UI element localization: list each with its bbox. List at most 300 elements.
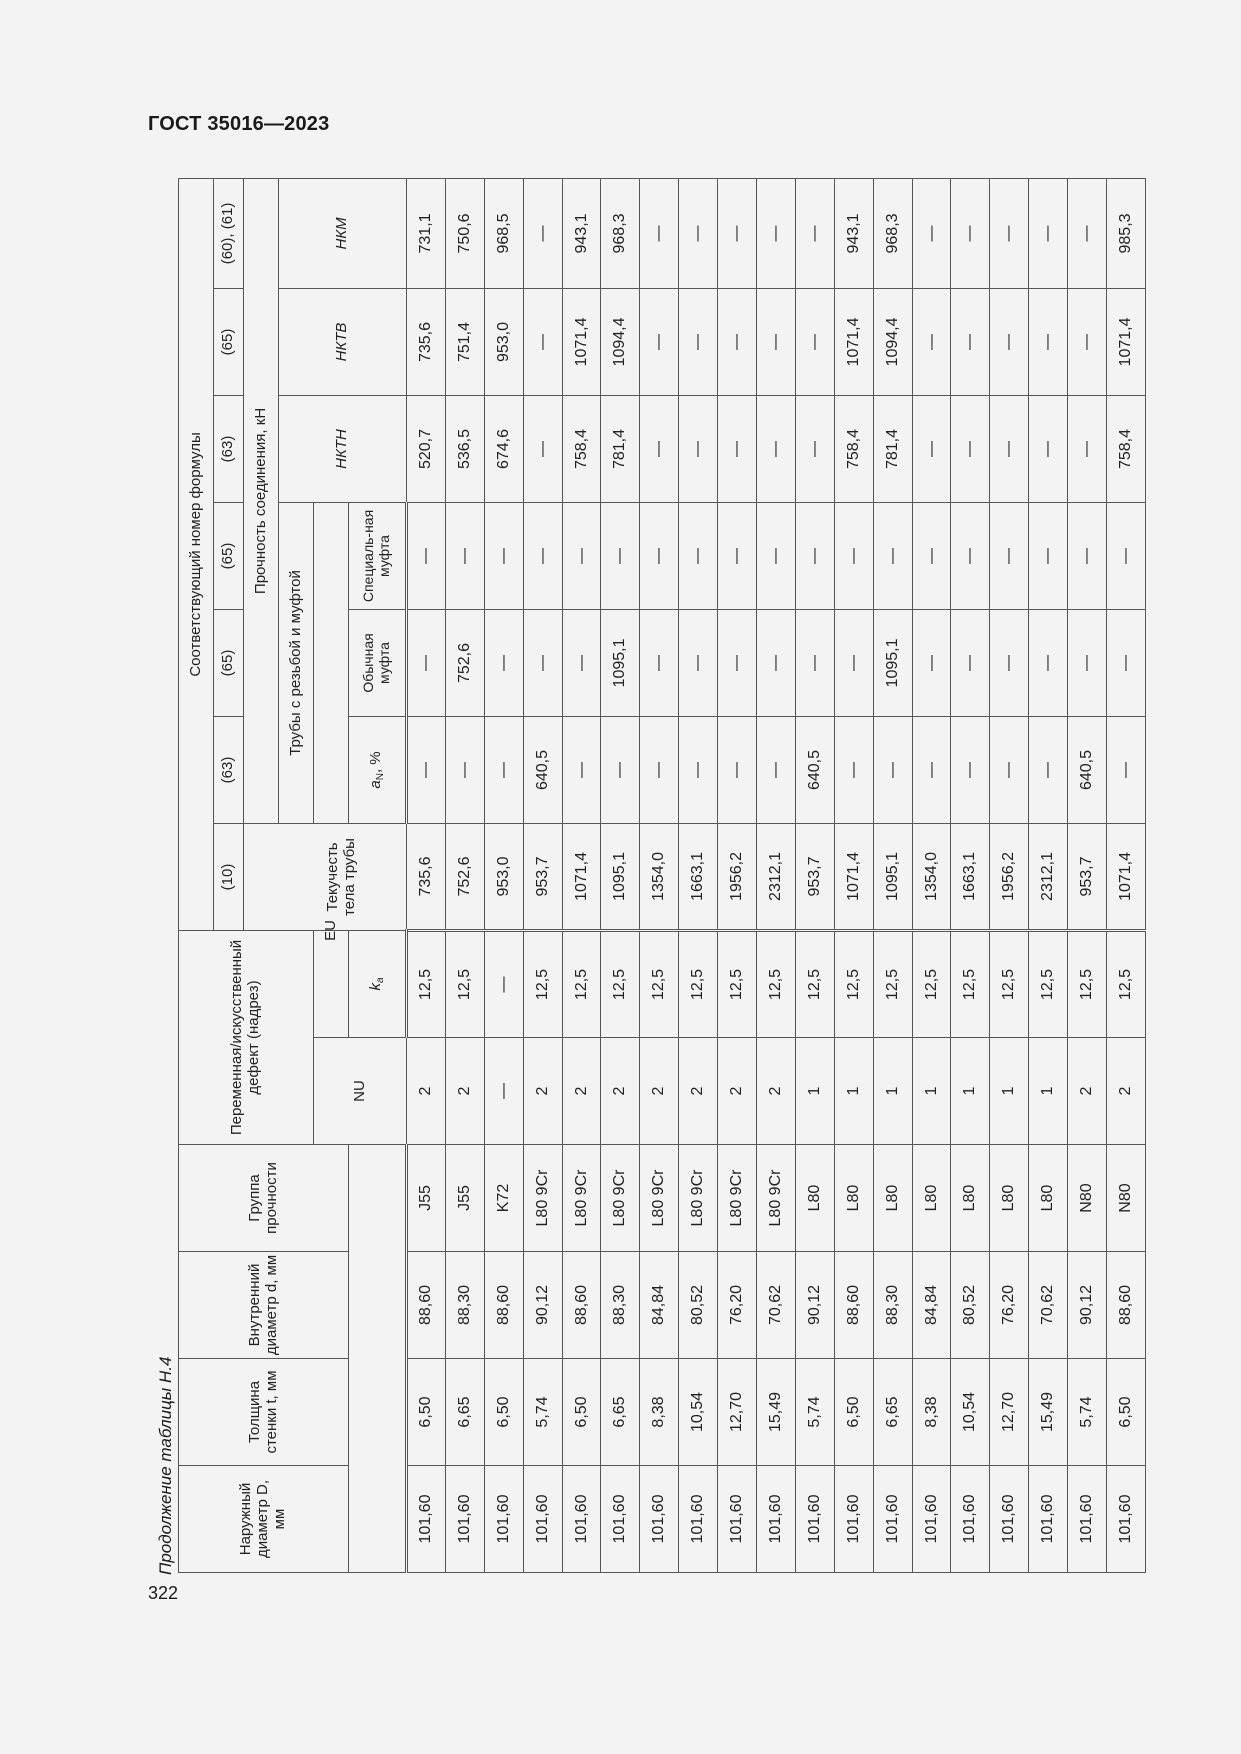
cell-inner-diameter: 88,60 <box>562 1252 601 1359</box>
cell-hktn: 781,4 <box>601 395 640 502</box>
cell-eu-special: — <box>1068 502 1107 609</box>
cell-strength-group: L80 <box>990 1145 1029 1252</box>
cell-ka: 2 <box>679 1038 718 1145</box>
header-wall-thickness: Толщина стенки t, мм <box>179 1359 349 1466</box>
cell-wall-thickness: 6,65 <box>601 1359 640 1466</box>
cell-nu: — <box>951 716 990 823</box>
cell-strength-group: J55 <box>407 1145 446 1252</box>
cell-ka: 2 <box>562 1038 601 1145</box>
cell-hkm: 968,3 <box>873 178 912 288</box>
cell-ka: 1 <box>951 1038 990 1145</box>
cell-eu-regular: — <box>640 609 679 716</box>
cell-strength-group: L80 <box>951 1145 990 1252</box>
cell-ka: 2 <box>1068 1038 1107 1145</box>
cell-hktn: — <box>757 395 796 502</box>
cell-hktn: 781,4 <box>873 395 912 502</box>
cell-wall-thickness: 8,38 <box>640 1359 679 1466</box>
cell-ka: 1 <box>1029 1038 1068 1145</box>
cell-outer-diameter: 101,60 <box>951 1466 990 1573</box>
cell-hkm: 750,6 <box>445 178 484 288</box>
table-row <box>990 178 1029 1572</box>
cell-eu-special: — <box>1107 502 1146 609</box>
cell-hktn: 758,4 <box>834 395 873 502</box>
cell-outer-diameter: 101,60 <box>912 1466 951 1573</box>
table-caption: Продолжение таблицы Н.4 <box>156 1356 175 1575</box>
formula-63-nu: (63) <box>214 716 244 823</box>
cell-hktn: 758,4 <box>562 395 601 502</box>
cell-eu-special: — <box>990 502 1029 609</box>
cell-ka: 2 <box>523 1038 562 1145</box>
cell-strength-group: N80 <box>1068 1145 1107 1252</box>
cell-eu-regular: — <box>1029 609 1068 716</box>
cell-hktn: — <box>640 395 679 502</box>
cell-strength-group: L80 9Cr <box>718 1145 757 1252</box>
cell-outer-diameter: 101,60 <box>1107 1466 1146 1573</box>
cell-outer-diameter: 101,60 <box>990 1466 1029 1573</box>
header-strength-group: Группа прочности <box>179 1145 349 1252</box>
cell-outer-diameter: 101,60 <box>795 1466 834 1573</box>
header-yield-pipe: Текучесть тела трубы <box>279 823 407 930</box>
cell-hktn: — <box>523 395 562 502</box>
cell-hktv: — <box>523 288 562 395</box>
table-row <box>640 178 679 1572</box>
cell-yield-pipe: 735,6 <box>407 823 446 930</box>
cell-nu: — <box>873 716 912 823</box>
document-title: ГОСТ 35016—2023 <box>148 113 330 135</box>
an-symbol: a <box>366 780 384 789</box>
cell-eu-regular: — <box>718 609 757 716</box>
formula-65-special: (65) <box>214 502 244 609</box>
header-threaded-coupled: Трубы с резьбой и муфтой <box>279 502 314 823</box>
table-row <box>1068 178 1107 1572</box>
cell-hktv: 1071,4 <box>1107 288 1146 395</box>
header-hkm: НКМ <box>279 178 407 288</box>
table-row <box>718 178 757 1572</box>
table-row <box>484 178 523 1572</box>
cell-eu-regular: 752,6 <box>445 609 484 716</box>
header-nu: NU <box>314 1038 407 1145</box>
cell-hktv: — <box>679 288 718 395</box>
cell-wall-thickness: 6,65 <box>873 1359 912 1466</box>
cell-yield-pipe: 1071,4 <box>1107 823 1146 930</box>
an-subscript: N <box>374 773 386 781</box>
cell-eu-special: — <box>1029 502 1068 609</box>
table-row <box>873 178 912 1572</box>
table-row <box>562 178 601 1572</box>
cell-inner-diameter: 76,20 <box>990 1252 1029 1359</box>
cell-hktv: 751,4 <box>445 288 484 395</box>
data-table <box>178 178 1146 1573</box>
table-row <box>795 178 834 1572</box>
cell-nu: 640,5 <box>1068 716 1107 823</box>
cell-eu-special: — <box>951 502 990 609</box>
cell-hktn: 758,4 <box>1107 395 1146 502</box>
cell-ka: — <box>484 1038 523 1145</box>
table-row <box>1107 178 1146 1572</box>
cell-hkm: 943,1 <box>834 178 873 288</box>
cell-eu-special: — <box>718 502 757 609</box>
formula-65-hktv: (65) <box>214 288 244 395</box>
cell-nu: — <box>407 716 446 823</box>
cell-hktv: — <box>990 288 1029 395</box>
cell-inner-diameter: 88,30 <box>873 1252 912 1359</box>
cell-hkm: — <box>912 178 951 288</box>
cell-hktv: — <box>795 288 834 395</box>
cell-eu-regular: — <box>1107 609 1146 716</box>
table-row <box>951 178 990 1572</box>
cell-inner-diameter: 70,62 <box>1029 1252 1068 1359</box>
header-an <box>349 716 407 823</box>
cell-an: 12,5 <box>445 930 484 1037</box>
cell-nu: — <box>601 716 640 823</box>
cell-inner-diameter: 80,52 <box>951 1252 990 1359</box>
cell-hktn: — <box>912 395 951 502</box>
cell-eu-regular: — <box>757 609 796 716</box>
cell-wall-thickness: 12,70 <box>990 1359 1029 1466</box>
cell-nu: — <box>990 716 1029 823</box>
cell-outer-diameter: 101,60 <box>562 1466 601 1573</box>
cell-strength-group: L80 9Cr <box>640 1145 679 1252</box>
cell-an: 12,5 <box>912 930 951 1037</box>
header-regular-coupling: Обычная муфта <box>349 609 407 716</box>
cell-strength-group: K72 <box>484 1145 523 1252</box>
cell-an: 12,5 <box>407 930 446 1037</box>
cell-wall-thickness: 6,50 <box>1107 1359 1146 1466</box>
cell-eu-special: — <box>640 502 679 609</box>
cell-ka: 2 <box>718 1038 757 1145</box>
cell-an: 12,5 <box>873 930 912 1037</box>
cell-eu-regular: 1095,1 <box>873 609 912 716</box>
cell-yield-pipe: 1095,1 <box>873 823 912 930</box>
header-special-coupling: Специаль-ная муфта <box>349 502 407 609</box>
cell-hktv: 953,0 <box>484 288 523 395</box>
cell-wall-thickness: 6,65 <box>445 1359 484 1466</box>
ka-symbol: k <box>366 983 384 991</box>
cell-eu-regular: — <box>834 609 873 716</box>
cell-yield-pipe: 953,0 <box>484 823 523 930</box>
cell-an: 12,5 <box>640 930 679 1037</box>
cell-eu-special: — <box>834 502 873 609</box>
cell-eu-special: — <box>757 502 796 609</box>
cell-strength-group: L80 9Cr <box>601 1145 640 1252</box>
cell-eu-special: — <box>601 502 640 609</box>
cell-hkm: 968,3 <box>601 178 640 288</box>
cell-nu: — <box>834 716 873 823</box>
cell-ka: 1 <box>795 1038 834 1145</box>
cell-wall-thickness: 5,74 <box>523 1359 562 1466</box>
cell-an: 12,5 <box>1107 930 1146 1037</box>
table-row <box>679 178 718 1572</box>
cell-ka: 2 <box>601 1038 640 1145</box>
cell-eu-regular: — <box>795 609 834 716</box>
cell-eu-regular: — <box>951 609 990 716</box>
cell-strength-group: L80 <box>912 1145 951 1252</box>
cell-an: 12,5 <box>1029 930 1068 1037</box>
an-unit: , % <box>366 751 384 774</box>
cell-strength-group: L80 9Cr <box>523 1145 562 1252</box>
cell-yield-pipe: 1956,2 <box>990 823 1029 930</box>
cell-yield-pipe: 1663,1 <box>679 823 718 930</box>
table-row <box>523 178 562 1572</box>
cell-hktn: 674,6 <box>484 395 523 502</box>
cell-wall-thickness: 6,50 <box>407 1359 446 1466</box>
cell-hkm: — <box>951 178 990 288</box>
cell-outer-diameter: 101,60 <box>407 1466 446 1573</box>
table-row <box>601 178 640 1572</box>
cell-ka: 2 <box>407 1038 446 1145</box>
cell-ka: 1 <box>990 1038 1029 1145</box>
blank-yield-cell <box>244 823 279 930</box>
cell-eu-regular: — <box>912 609 951 716</box>
cell-outer-diameter: 101,60 <box>679 1466 718 1573</box>
cell-hktn: — <box>795 395 834 502</box>
cell-eu-special: — <box>912 502 951 609</box>
cell-hktv: 1071,4 <box>834 288 873 395</box>
cell-hkm: 968,5 <box>484 178 523 288</box>
cell-outer-diameter: 101,60 <box>484 1466 523 1573</box>
cell-yield-pipe: 1354,0 <box>640 823 679 930</box>
cell-wall-thickness: 15,49 <box>757 1359 796 1466</box>
cell-inner-diameter: 84,84 <box>640 1252 679 1359</box>
cell-nu: — <box>679 716 718 823</box>
header-outer-diameter: Наружный диаметр D, мм <box>179 1466 349 1573</box>
formula-60-61: (60), (61) <box>214 178 244 288</box>
cell-an: 12,5 <box>679 930 718 1037</box>
cell-hkm: — <box>640 178 679 288</box>
cell-eu-special: — <box>873 502 912 609</box>
cell-yield-pipe: 953,7 <box>523 823 562 930</box>
header-formula-number: Соответствующий номер формулы <box>179 178 214 930</box>
cell-ka: 1 <box>834 1038 873 1145</box>
cell-inner-diameter: 84,84 <box>912 1252 951 1359</box>
cell-yield-pipe: 1071,4 <box>562 823 601 930</box>
cell-an: 12,5 <box>834 930 873 1037</box>
header-defect: Переменная/искусственный дефект (надрез) <box>179 930 314 1144</box>
cell-hktn: — <box>951 395 990 502</box>
cell-ka: 2 <box>640 1038 679 1145</box>
cell-an: 12,5 <box>601 930 640 1037</box>
formula-10: (10) <box>214 823 244 930</box>
cell-yield-pipe: 1354,0 <box>912 823 951 930</box>
cell-eu-special: — <box>795 502 834 609</box>
cell-yield-pipe: 1663,1 <box>951 823 990 930</box>
cell-yield-pipe: 752,6 <box>445 823 484 930</box>
cell-outer-diameter: 101,60 <box>601 1466 640 1573</box>
cell-an: 12,5 <box>562 930 601 1037</box>
cell-wall-thickness: 8,38 <box>912 1359 951 1466</box>
cell-hktv: — <box>640 288 679 395</box>
cell-hkm: — <box>523 178 562 288</box>
cell-an: 12,5 <box>951 930 990 1037</box>
cell-hktv: 1094,4 <box>601 288 640 395</box>
cell-outer-diameter: 101,60 <box>873 1466 912 1573</box>
cell-ka: 2 <box>757 1038 796 1145</box>
cell-yield-pipe: 1956,2 <box>718 823 757 930</box>
cell-eu-special: — <box>523 502 562 609</box>
cell-hkm: — <box>757 178 796 288</box>
table-row <box>912 178 951 1572</box>
cell-hkm: 731,1 <box>407 178 446 288</box>
cell-yield-pipe: 1071,4 <box>834 823 873 930</box>
cell-hktv: — <box>1068 288 1107 395</box>
cell-eu-regular: — <box>990 609 1029 716</box>
cell-inner-diameter: 76,20 <box>718 1252 757 1359</box>
cell-strength-group: L80 9Cr <box>679 1145 718 1252</box>
cell-strength-group: L80 9Cr <box>562 1145 601 1252</box>
cell-eu-regular: — <box>523 609 562 716</box>
cell-hktn: 520,7 <box>407 395 446 502</box>
cell-eu-special: — <box>407 502 446 609</box>
cell-an: 12,5 <box>990 930 1029 1037</box>
cell-inner-diameter: 70,62 <box>757 1252 796 1359</box>
cell-inner-diameter: 88,60 <box>834 1252 873 1359</box>
cell-inner-diameter: 90,12 <box>795 1252 834 1359</box>
cell-outer-diameter: 101,60 <box>757 1466 796 1573</box>
cell-hktv: 1094,4 <box>873 288 912 395</box>
table-row <box>1029 178 1068 1572</box>
cell-inner-diameter: 88,30 <box>601 1252 640 1359</box>
cell-hkm: — <box>1068 178 1107 288</box>
cell-an: 12,5 <box>1068 930 1107 1037</box>
cell-an: — <box>484 930 523 1037</box>
cell-an: 12,5 <box>795 930 834 1037</box>
header-hktn: НКТН <box>279 395 407 502</box>
formula-63-hktn: (63) <box>214 395 244 502</box>
cell-outer-diameter: 101,60 <box>445 1466 484 1573</box>
cell-eu-special: — <box>445 502 484 609</box>
cell-outer-diameter: 101,60 <box>523 1466 562 1573</box>
cell-nu: 640,5 <box>795 716 834 823</box>
cell-nu: — <box>912 716 951 823</box>
cell-outer-diameter: 101,60 <box>834 1466 873 1573</box>
cell-strength-group: N80 <box>1107 1145 1146 1252</box>
header-row-1 <box>179 178 214 1572</box>
cell-inner-diameter: 80,52 <box>679 1252 718 1359</box>
cell-hkm: — <box>1029 178 1068 288</box>
cell-eu-special: — <box>679 502 718 609</box>
cell-inner-diameter: 90,12 <box>1068 1252 1107 1359</box>
cell-nu: — <box>718 716 757 823</box>
cell-yield-pipe: 953,7 <box>1068 823 1107 930</box>
cell-hktn: — <box>1068 395 1107 502</box>
header-joint-strength: Прочность соединения, кН <box>244 178 279 823</box>
cell-hkm: 943,1 <box>562 178 601 288</box>
header-hktv: НКТВ <box>279 288 407 395</box>
cell-ka: 2 <box>445 1038 484 1145</box>
table-row <box>407 178 446 1572</box>
cell-nu: — <box>757 716 796 823</box>
cell-ka: 2 <box>1107 1038 1146 1145</box>
cell-wall-thickness: 15,49 <box>1029 1359 1068 1466</box>
cell-hktn: 536,5 <box>445 395 484 502</box>
cell-eu-regular: — <box>1068 609 1107 716</box>
cell-eu-regular: — <box>562 609 601 716</box>
cell-hktv: — <box>951 288 990 395</box>
cell-inner-diameter: 88,60 <box>407 1252 446 1359</box>
cell-hktn: — <box>718 395 757 502</box>
cell-hkm: 985,3 <box>1107 178 1146 288</box>
cell-an: 12,5 <box>757 930 796 1037</box>
header-inner-diameter: Внутренний диаметр d, мм <box>179 1252 349 1359</box>
cell-inner-diameter: 88,60 <box>1107 1252 1146 1359</box>
cell-hktv: 735,6 <box>407 288 446 395</box>
cell-hktv: 1071,4 <box>562 288 601 395</box>
cell-strength-group: L80 <box>873 1145 912 1252</box>
cell-inner-diameter: 90,12 <box>523 1252 562 1359</box>
cell-outer-diameter: 101,60 <box>718 1466 757 1573</box>
cell-nu: — <box>1107 716 1146 823</box>
cell-hktv: — <box>757 288 796 395</box>
cell-hktn: — <box>1029 395 1068 502</box>
cell-eu-special: — <box>484 502 523 609</box>
blank-header-space <box>349 1145 407 1573</box>
cell-nu: — <box>484 716 523 823</box>
cell-hkm: — <box>990 178 1029 288</box>
cell-wall-thickness: 12,70 <box>718 1359 757 1466</box>
cell-eu-regular: — <box>407 609 446 716</box>
cell-strength-group: L80 9Cr <box>757 1145 796 1252</box>
cell-outer-diameter: 101,60 <box>1068 1466 1107 1573</box>
cell-hktv: — <box>718 288 757 395</box>
cell-yield-pipe: 1095,1 <box>601 823 640 930</box>
cell-an: 12,5 <box>718 930 757 1037</box>
cell-ka: 1 <box>912 1038 951 1145</box>
cell-nu: — <box>562 716 601 823</box>
cell-wall-thickness: 6,50 <box>484 1359 523 1466</box>
cell-hktv: — <box>1029 288 1068 395</box>
cell-hktn: — <box>990 395 1029 502</box>
cell-eu-regular: 1095,1 <box>601 609 640 716</box>
ka-subscript: a <box>374 977 386 984</box>
cell-wall-thickness: 10,54 <box>951 1359 990 1466</box>
cell-outer-diameter: 101,60 <box>1029 1466 1068 1573</box>
cell-eu-regular: — <box>679 609 718 716</box>
cell-strength-group: L80 <box>795 1145 834 1252</box>
header-eu: EU <box>314 823 349 1037</box>
cell-ka: 1 <box>873 1038 912 1145</box>
cell-nu: 640,5 <box>523 716 562 823</box>
cell-yield-pipe: 2312,1 <box>757 823 796 930</box>
cell-wall-thickness: 10,54 <box>679 1359 718 1466</box>
cell-hkm: — <box>679 178 718 288</box>
cell-wall-thickness: 5,74 <box>795 1359 834 1466</box>
cell-eu-regular: — <box>484 609 523 716</box>
cell-wall-thickness: 6,50 <box>562 1359 601 1466</box>
table-row <box>445 178 484 1572</box>
cell-inner-diameter: 88,60 <box>484 1252 523 1359</box>
rotated-table-frame <box>178 179 1151 1573</box>
cell-hkm: — <box>718 178 757 288</box>
cell-outer-diameter: 101,60 <box>640 1466 679 1573</box>
cell-hkm: — <box>795 178 834 288</box>
cell-nu: — <box>640 716 679 823</box>
cell-strength-group: L80 <box>834 1145 873 1252</box>
page-number: 322 <box>148 1583 179 1603</box>
cell-strength-group: J55 <box>445 1145 484 1252</box>
cell-nu: — <box>445 716 484 823</box>
cell-wall-thickness: 5,74 <box>1068 1359 1107 1466</box>
cell-wall-thickness: 6,50 <box>834 1359 873 1466</box>
cell-yield-pipe: 2312,1 <box>1029 823 1068 930</box>
cell-yield-pipe: 953,7 <box>795 823 834 930</box>
cell-an: 12,5 <box>523 930 562 1037</box>
formula-65-regular: (65) <box>214 609 244 716</box>
cell-hktn: — <box>679 395 718 502</box>
cell-nu: — <box>1029 716 1068 823</box>
table-row <box>757 178 796 1572</box>
cell-eu-special: — <box>562 502 601 609</box>
table-row <box>834 178 873 1572</box>
